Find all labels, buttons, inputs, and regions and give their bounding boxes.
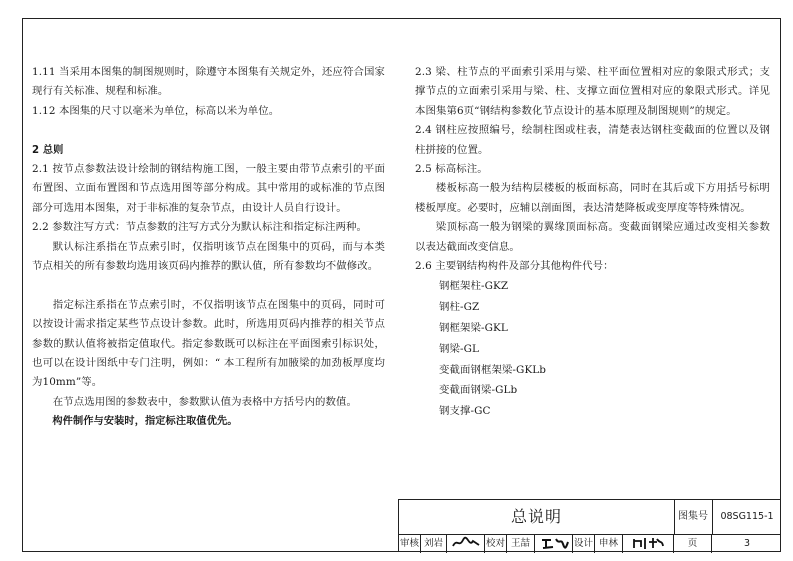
atlas-number: 08SG115-1	[720, 511, 774, 522]
checker-name: 王喆	[507, 534, 535, 553]
drawing-title: 总说明	[399, 500, 675, 534]
beam-elevation-para: 梁顶标高一般为钢梁的翼缘顶面标高。变截面钢梁应通过改变相关参数以表达截面改变信息。	[415, 221, 770, 253]
page-label: 页	[674, 534, 712, 553]
clause-2-5: 2.5 标高标注。	[415, 163, 488, 176]
code-item: 变截面钢框架梁-GKLb	[439, 363, 547, 376]
atlas-number-label: 图集号	[674, 500, 713, 534]
title-block	[398, 499, 781, 552]
default-annotation-para: 默认标注系指在节点索引时，仅指明该节点在图集中的页码，而与本类节点相关的所有参数均选用该页码内推荐的默认值，所有参数均不做修改。	[32, 240, 385, 273]
reviewer-name: 刘岩	[421, 534, 447, 553]
right-column	[415, 63, 770, 422]
review-label: 审核	[399, 534, 421, 553]
specified-annotation-para: 指定标注系指在节点索引时，不仅指明该节点在图集中的页码，同时可以按设计需求指定某些节点设计参数。此时，所选用页码内推荐的相关节点参数的默认值将被指定值取代。指定参数既可以标注在平面图索引标识处，也可以在设计图纸中专门注明，例如：“ 本工程所有加腋梁的加劲板厚度均为10mm”等。	[32, 298, 385, 389]
checker-signature	[535, 534, 573, 553]
page-number: 3	[743, 538, 751, 549]
check-label: 校对	[485, 534, 507, 553]
code-item: 钢框架梁-GKL	[439, 322, 508, 335]
title-block-sign-row	[399, 534, 781, 553]
designer-name: 申林	[595, 534, 623, 553]
section-heading: 2 总则	[32, 144, 64, 156]
clause-2-6: 2.6 主要钢结构构件及部分其他构件代号：	[415, 260, 614, 273]
code-item: 钢柱-GZ	[439, 301, 480, 314]
parameter-table-note: 在节点选用图的参数表中，参数默认值为表格中方括号内的数值。	[52, 395, 358, 408]
code-item: 钢梁-GL	[439, 342, 479, 355]
clause-2-3: 2.3 梁、柱节点的平面索引采用与梁、柱平面位置相对应的象限式形式；支撑节点的立面索引采用与梁、柱、支撑立面位置相对应的象限式形式。详见本图集第6页“钢结构参数化节点设计的基本原理及制图规则”的规定。	[415, 66, 770, 117]
code-item: 钢支撑-GC	[439, 405, 491, 418]
clause-2-1: 2.1 按节点参数法设计绘制的钢结构施工图，一般主要由带节点索引的平面布置图、立面布置图和节点选用图等部分构成。其中常用的或标准的节点图部分可选用本图集，对于非标准的复杂节点，由设计人员自行设计。	[32, 163, 385, 214]
slab-elevation-para: 楼板标高一般为结构层楼板的板面标高，同时在其后或下方用括号标明楼板厚度。必要时，应辅以剖面图，表达清楚降板或变厚度等特殊情况。	[415, 182, 770, 214]
title-block-top-row	[399, 500, 781, 535]
clause-1-11: 1.11 当采用本图集的制图规则时，除遵守本图集有关规定外，还应符合国家现行有关标准、规程和标准。	[32, 66, 385, 98]
clause-2-2: 2.2 参数注写方式：节点参数的注写方式分为默认标注和指定标注两种。	[32, 221, 367, 234]
designer-signature	[623, 534, 674, 553]
clause-1-12: 1.12 本图集的尺寸以毫米为单位，标高以米为单位。	[32, 104, 280, 117]
reviewer-signature	[447, 534, 485, 553]
left-column	[32, 63, 385, 432]
priority-note: 构件制作与安装时，指定标注取值优先。	[52, 416, 238, 428]
code-item: 钢框架柱-GKZ	[439, 280, 509, 293]
clause-2-4: 2.4 钢柱应按照编号，绘制柱图或柱表，清楚表达钢柱变截面的位置以及钢柱拼接的位置。	[415, 124, 770, 156]
code-item: 变截面钢梁-GLb	[439, 384, 518, 397]
design-label: 设计	[573, 534, 595, 553]
